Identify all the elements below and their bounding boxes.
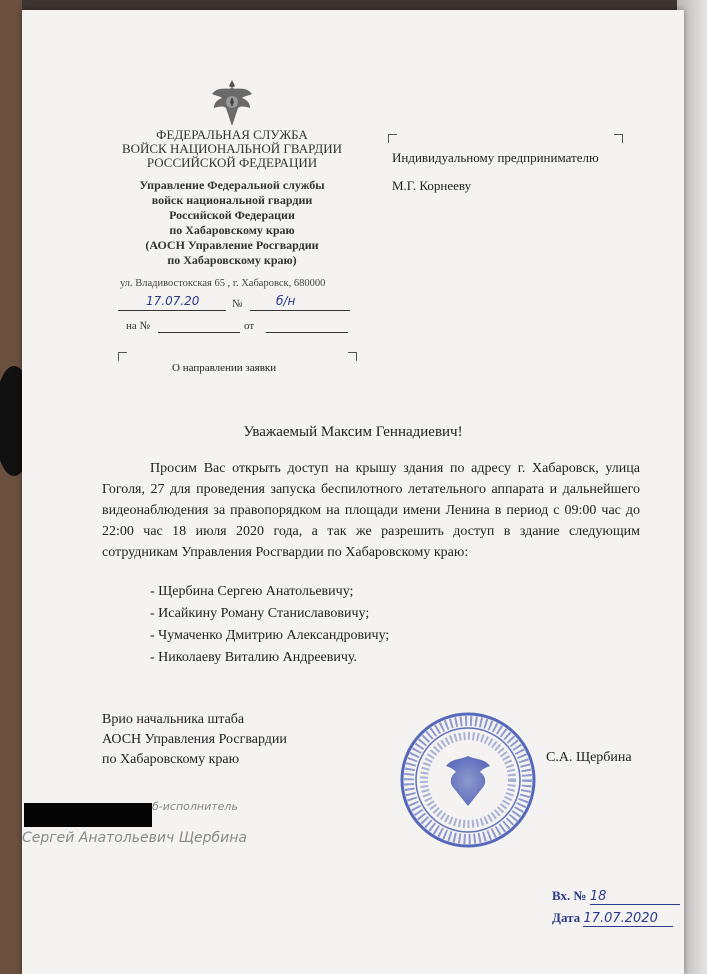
org-department-line: войск национальной гвардии xyxy=(151,193,313,207)
reg-number: б/н xyxy=(276,294,296,308)
recipient-name: М.Г. Корнееву xyxy=(392,178,472,193)
signature-line: Врио начальника штаба xyxy=(102,712,245,727)
staff-list xyxy=(150,581,389,669)
official-seal-icon xyxy=(398,710,538,850)
org-header-line: ФЕДЕРАЛЬНАЯ СЛУЖБА xyxy=(156,127,308,142)
reg-number-label: № xyxy=(232,298,243,310)
incoming-date-value: 17.07.2020 xyxy=(583,911,673,927)
org-header-line: ВОЙСК НАЦИОНАЛЬНОЙ ГВАРДИИ xyxy=(121,141,343,156)
incoming-number-label: Вх. № xyxy=(552,888,587,903)
org-department-line: по Хабаровскому краю) xyxy=(167,253,297,267)
incoming-date xyxy=(552,910,673,927)
org-department-line: (АОСН Управление Росгвардии xyxy=(145,238,319,252)
incoming-date-label: Дата xyxy=(552,910,581,925)
pencil-note-name: Сергей Анатольевич Щербина xyxy=(22,830,247,846)
org-department-line: Российской Федерации xyxy=(169,208,295,222)
letter-body xyxy=(102,458,640,563)
staff-item: - Щербина Сергею Анатольевичу; xyxy=(150,584,354,599)
ref-number-line xyxy=(158,318,240,333)
recipient-corner-tr xyxy=(614,134,623,143)
org-department xyxy=(117,178,347,268)
greeting: Уважаемый Максим Геннадиевич! xyxy=(243,424,463,440)
signature-line: по Хабаровскому краю xyxy=(102,752,240,767)
pencil-note-role: б-исполнитель xyxy=(152,800,238,813)
org-header-line: РОССИЙСКОЙ ФЕДЕРАЦИИ xyxy=(146,155,318,170)
org-department-line: по Хабаровскому краю xyxy=(169,223,295,237)
recipient-corner-tl xyxy=(388,134,397,143)
signer-name: С.А. Щербина xyxy=(546,750,632,765)
eagle-emblem-icon xyxy=(208,76,256,130)
background-left xyxy=(0,0,22,974)
recipient-title: Индивидуальному предпринимателю xyxy=(392,150,599,165)
redaction-bar xyxy=(24,803,152,827)
letter-paragraph: Просим Вас открыть доступ на крышу здания по адресу г. Хабаровск, улица Гоголя, 27 для проведения запуска беспилотного летательного аппарата и дальнейшего видеонаблюдения за правопорядком на площади имени Ленина в период с 09:00 час до 22:00 час 18 июля 2020 года, а так же разрешить доступ в здание следующим сотрудникам Управления Росгвардии по Хабаровскому краю: xyxy=(102,461,640,560)
reg-date-line xyxy=(118,296,226,311)
ref-from-line xyxy=(266,318,348,333)
staff-item: - Чумаченко Дмитрию Александровичу; xyxy=(150,628,390,643)
signature-line: АОСН Управления Росгвардии xyxy=(102,732,287,747)
org-header xyxy=(112,128,352,170)
incoming-number xyxy=(552,888,680,905)
ref-number-label: на № xyxy=(126,320,151,332)
reg-number-line xyxy=(250,296,350,311)
org-department-line: Управление Федеральной службы xyxy=(139,178,325,192)
subject-corner-tl xyxy=(118,352,127,361)
subject-corner-tr xyxy=(348,352,357,361)
signature-block xyxy=(102,710,287,770)
subject-line: О направлении заявки xyxy=(172,362,277,374)
document-page xyxy=(22,10,684,974)
org-address: ул. Владивостокская 65 , г. Хабаровск, 680000 xyxy=(120,278,326,289)
ref-from-label: от xyxy=(244,320,255,332)
staff-item: - Николаеву Виталию Андреевичу. xyxy=(150,650,358,665)
incoming-number-value: 18 xyxy=(590,889,680,905)
reg-date: 17.07.20 xyxy=(146,294,200,308)
staff-item: - Исайкину Роману Станиславовичу; xyxy=(150,606,370,621)
